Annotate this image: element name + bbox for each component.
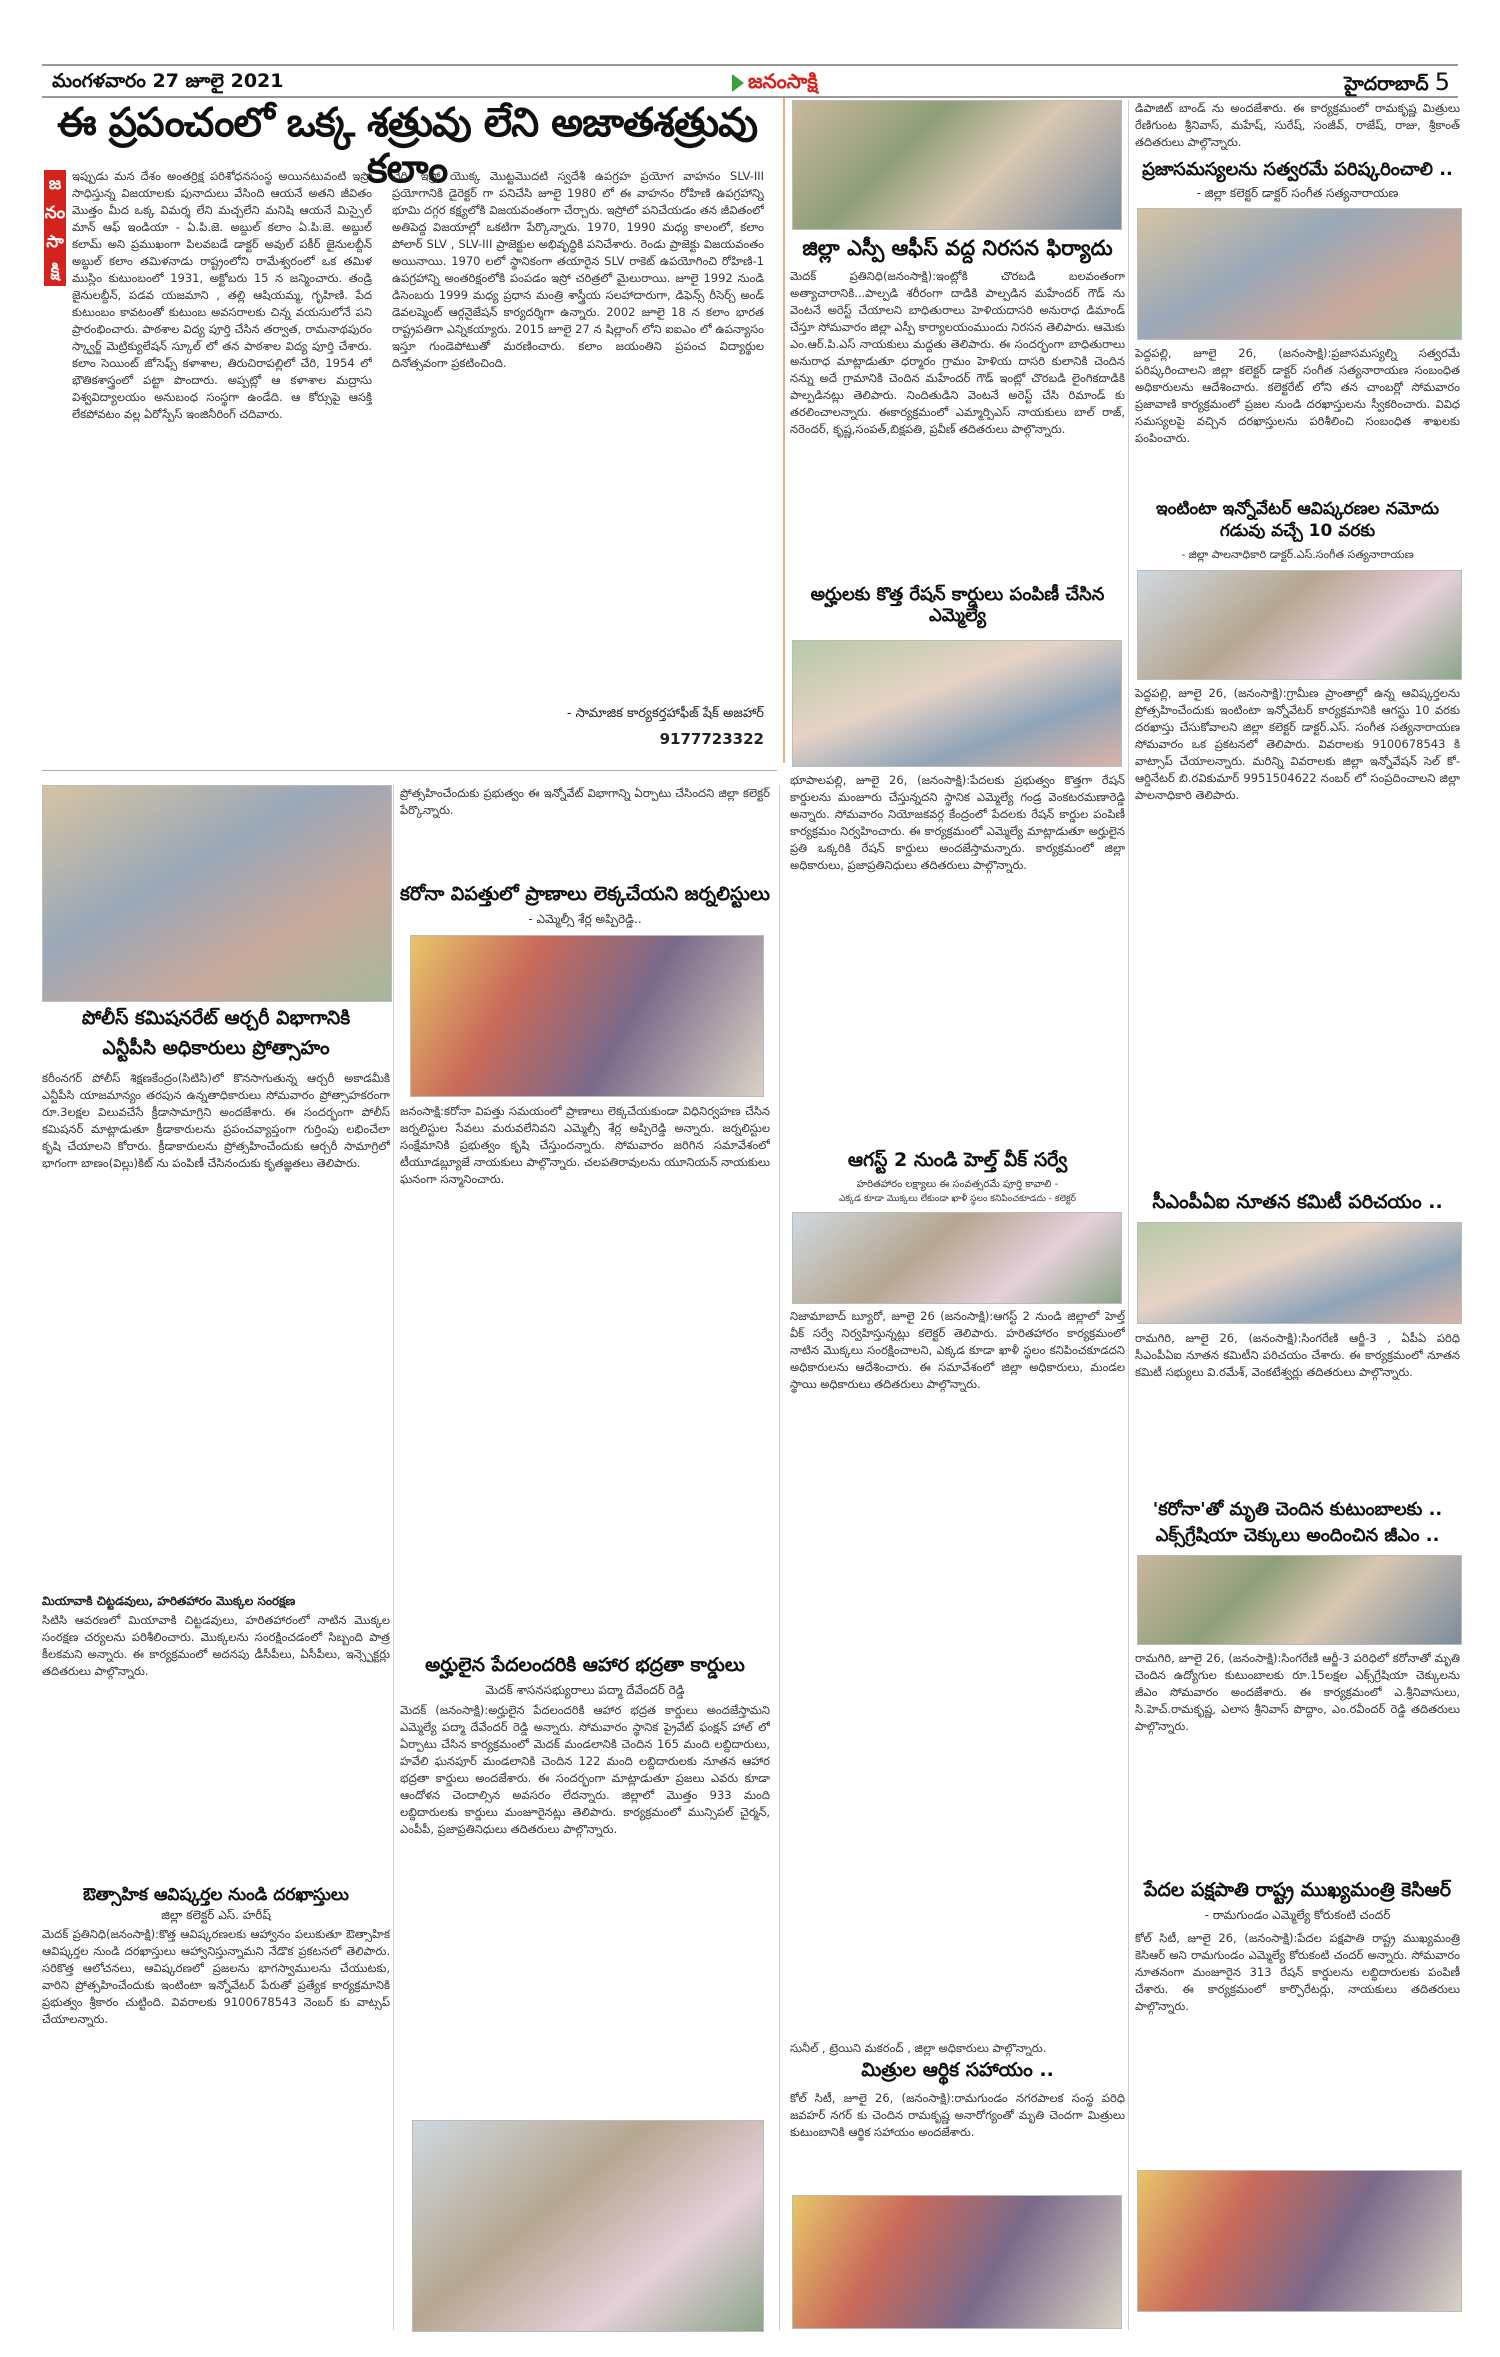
masthead xyxy=(42,64,1458,98)
innovators-medak-body: మెదక్ ప్రతినిధి(జనంసాక్షి):కొత్త ఆవిష్కరణలకు ఆహ్వానం పలుకుతూ ఔత్సాహిక ఆవిష్కర్తల నుండి దరఖాస్తులు ఆహ్వానిస్తున్నామని నేడొక ప్రకటనలో తెలిపారు. సరికొత్త ఆలోచనలు, ఆవిష్కరణలో ప్రజలను భాగస్వాములను చేయుటకు, వారిని ప్రోత్సహించేందుకు ఇంటింటా ఇన్నోవేటర్ పేరుతో ప్రత్యేక కార్యక్రమానికి ప్రభుత్వం శ్రీకారం చుట్టింది. వివరాలకు 9100678543 నెంబర్ కు వాట్సప్ చేయాలన్నారు. xyxy=(42,1927,390,2026)
column-divider xyxy=(783,98,785,763)
journalists-lead-in: ప్రోత్సహించేందుకు ప్రభుత్వం ఈ ఇన్నోవేట్ విభాగాన్ని ఏర్పాటు చేసిందని జిల్లా కలెక్టర్ పేర్కొన్నారు. xyxy=(400,786,770,817)
innovator-photo xyxy=(1137,570,1462,680)
public-issues-body: పెద్దపల్లి, జూలై 26, (జనంసాక్షి):ప్రజాసమస్యల్ని సత్వరమే పరిష్కరించాలని జిల్లా కలెక్టర్ డాక్టర్ సంగీత సత్యనారాయణ సంబంధిత అధికారులను ఆదేశించారు. కలెక్టరేట్ లోని తన చాంబర్లో సోమవారం ప్రజావాణి కార్యక్రమంలో ప్రజల నుండి దరఖాస్తులను స్వీకరించారు. వివిధ సమస్యలపై వచ్చిన దరఖాస్తులను పరిశీలించి సంబంధిత శాఖలకు పంపించారు. xyxy=(1135,346,1460,445)
food-security-headline: అర్హులైన పేదలందరికి ఆహార భద్రతా కార్డులు xyxy=(425,1654,745,1676)
journalists-byline: - ఎమ్మెల్సీ శేర్ల అప్పిరెడ్డి.. xyxy=(528,912,642,926)
journalists-photo xyxy=(410,935,764,1097)
lead-article-phone: 9177723322 xyxy=(659,730,764,748)
health-week-body: నిజామాబాద్ బ్యూరో, జూలై 26 (జనంసాక్షి):ఆగస్ట్ 2 నుండి జిల్లాలో హెల్త్ వీక్ సర్వే నిర్వహిస్తున్నట్లు కలెక్టర్ తెలిపారు. హరితహారం కార్యక్రమంలో నాటిన మొక్కలు సంరక్షించాలని, ఎక్కడ కూడా ఖాళీ స్థలం కనిపించకూడదని అధికారులను ఆదేశించారు. ఈ సమావేశంలో జిల్లా అధికారులు, మండల స్థాయి అధికారులు తదితరులు పాల్గొన్నారు. xyxy=(790,1309,1125,1391)
archery-photo xyxy=(42,785,392,1002)
friends-help-photo xyxy=(792,2195,1122,2329)
innovators-medak-byline: జిల్లా కలెక్టర్ ఎస్. హరీష్ xyxy=(161,1908,271,1922)
sp-office-headline: జిల్లా ఎస్పీ ఆఫీస్ వద్ద నిరసన ఫిర్యాదు xyxy=(802,236,1113,260)
health-meeting-photo xyxy=(792,1212,1122,1304)
public-issues-byline: - జిల్లా కలెక్టర్ డాక్టర్ సంగీత సత్యనారాయణ xyxy=(1196,186,1399,200)
lead-article-col2: చేరి, ఇస్రో యొక్క మొట్టమొదటి స్వదేశీ ఉపగ్రహ ప్రయోగ వాహనం SLV-III ప్రయోగానికి డైరెక్టర్ గా పనిచేసి జూలై 1980 లో ఈ వాహనం రోహిణి ఉపగ్రహాన్ని భూమి దగ్గర కక్ష్యలోకి విజయవంతంగా చేర్చారు. ఇస్రోలో పనిచేయడం తన జీవితంలో అతిపెద్ద విజయాల్లో ఒకటిగా పేర్కొన్నారు. 1970, 1990 మధ్య కాలంలో, కలాం పోలార్ SLV , SLV-III ప్రాజెక్టుల అభివృద్ధికి పనిచేశారు. రెండు ప్రాజెక్టు విజయవంతం అయినాయి. 1970 లలో స్థానికంగా తయారైన SLV రాకెట్ ఉపయోగించి రోహిణి-1 ఉపగ్రహాన్ని అంతరిక్షంలోకి పంపడం ఇస్రో చరిత్రలో మైలురాయి. జూలై 1992 నుండి డిసెంబరు 1999 మధ్య ప్రధాన మంత్రి శాస్త్రీయ సలహాదారుగా, డిఫెన్స్ రీసెర్చ్ అండ్ డెవలప్మెంట్ ఆర్గనైజేషన్ కార్యదర్శిగా ఉన్నారు. 2002 జూలై 18 న కలాం భారత రాష్ట్రపతిగా ఎన్నికయ్యారు. 2015 జూలై 27 న షిల్లాంగ్ లోని ఐఐఎం లో ఉపన్యాసం ఇస్తూ గుండెపోటుతో మరణించారు. కలాం జయంతిని ప్రపంచ విద్యార్థుల దినోత్సవంగా ప్రకటించింది. xyxy=(392,169,764,370)
section-divider xyxy=(42,770,777,771)
edition-city xyxy=(1344,68,1450,100)
health-week-subhead2: ఎక్కడ కూడా మొక్కలు లేకుండా ఖాళీ స్థలం కనిపించకూడదు - కలెక్టర్ xyxy=(838,1194,1076,1204)
ex-gratia-headline-2: ఎక్స్‌గ్రేషియా చెక్కులు అందించిన జీఎం .. xyxy=(1155,1525,1440,1546)
issue-date: మంగళవారం 27 జూలై 2021 xyxy=(52,70,284,92)
journalists-headline: కరోనా విపత్తులో ప్రాణాలు లెక్కచేయని జర్నలిస్టులు xyxy=(400,883,770,905)
right-top-lead-in: డిపాజిట్ బాండ్ ను అందజేశారు. ఈ కార్యక్రమంలో రామకృష్ణ మిత్రులు రేణిగుంట శ్రీనివాస్, మహేష్, సురేష్, సంజీవ్, రాజేష్, రాజు, శ్రీకాంత్ తదితరులు పాల్గొన్నారు. xyxy=(1135,101,1460,149)
innovators-medak-headline: ఔత్సాహిక ఆవిష్కర్తల నుండి దరఖాస్తులు xyxy=(83,1885,349,1905)
ration-cards-photo xyxy=(792,640,1122,767)
archery-subhead: మియావాకి చిట్టడవులు, హరితహారం మొక్కల సంరక్షణ xyxy=(42,1594,296,1608)
friends-help-headline: మిత్రుల ఆర్థిక సహాయం .. xyxy=(861,2059,1054,2081)
ration-cards-body: భూపాలపల్లి, జూలై 26, (జనంసాక్షి):పేదలకు ప్రభుత్వం కొత్తగా రేషన్ కార్డులను మంజూరు చేస్తున్నదని స్థానిక ఎమ్మెల్యే గండ్ర వెంకటరమణారెడ్డి అన్నారు. సోమవారం నియోజకవర్గ కేంద్రంలో పేదలకు రేషన్ కార్డుల పంపిణీ కార్యక్రమం నిర్వహించారు. ఈ కార్యక్రమంలో ఎమ్మెల్యే మాట్లాడుతూ అర్హులైన ప్రతి ఒక్కరికి రేషన్ కార్డులు అందజేస్తామన్నారు. కార్యక్రమంలో జిల్లా అధికారులు, ప్రజాప్రతినిధులు తదితరులు పాల్గొన్నారు. xyxy=(790,773,1125,872)
kcr-headline: పేదల పక్షపాతి రాష్ట్ర ముఖ్యమంత్రి కెసిఆర్ xyxy=(1144,1879,1451,1901)
cmpa-photo xyxy=(1137,1222,1462,1324)
city-name: హైదరాబాద్ xyxy=(1344,73,1429,95)
food-security-byline: మెదక్ శాసనసభ్యురాలు పద్మా దేవేందర్ రెడ్డి xyxy=(485,1683,685,1697)
innovator-headline-2: గడువు వచ్చే 10 వరకు xyxy=(1219,521,1376,541)
lead-article-col1: ఇప్పుడు మన దేశం అంతర్రిక్ష పరిశోధనసంస్థ అయినటువంటి ఇస్రో సాధిస్తున్న విజయాలకు పునాదులు వేసింది ఆయనే అతని జీవితం మొత్తం మీద ఒక్క విమర్శ లేని మచ్చలేని మనిషి ఆయనే మిస్సైల్ మాన్ ఆఫ్ ఇండియా - ఏ.పి.జె. అబ్దుల్ కలాం ఏ.పి.జె. అబ్దుల్ కలామ్ అని ప్రముఖంగా పిలవబడే డాక్టర్ అవుల్ పకీర్ జైనులబ్దీన్ అబ్దుల్ కలాం తమిళనాడు రాష్ట్రంలోని రామేశ్వరంలో ఒక తమిళ ముస్లిం కుటుంబంలో 1931, అక్టోబరు 15 న జన్మించారు. తండ్రి జైనులబ్దీన్, పడవ యజమాని , తల్లి ఆషియమ్మ, గృహిణి. పేద కుటుంబం కావటంతో కుటుంబ అవసరాలకు చిన్న వయసులోనే పని ప్రారంభించారు. పాఠశాల విద్య పూర్తి చేసిన తర్వాత, రామనాథపురం స్క్వార్జ్ మెట్రిక్యులేషన్ స్కూల్ లో తన పాఠశాల విద్య పూర్తి చేశారు. కలాం సెయింట్ జోసెఫ్స్ కళాశాల, తిరుచిరాపల్లిలో చేరి, 1954 లో భౌతికశాస్త్రంలో పట్టా పొందారు. అప్పట్లో ఆ కళాశాల మద్రాసు విశ్వవిద్యాలయం అనుబంధ సంస్థగా ఉండేది. ఆ కోర్సుపై ఆసక్తి లేకపోవటం వల్ల ఏరోస్పేస్ ఇంజినీరింగ్ చదివారు. xyxy=(72,169,372,421)
food-security-photo xyxy=(412,2120,764,2332)
ex-gratia-photo xyxy=(1137,1555,1462,1645)
cmpa-body: రామగిరి, జూలై 26, (జనంసాక్షి):సింగరేణి ఆర్జీ-3 , ఏపీఏ పరిధి సీఎంపీఏఐ నూతన కమిటీని పరిచయం చేశారు. ఈ కార్యక్రమంలో నూతన కమిటీ సభ్యులు వి.రమేశ్, వెంకటేశ్వర్లు తదితరులు పాల్గొన్నారు. xyxy=(1135,1331,1460,1379)
archery-body: కరీంనగర్ పోలీస్ శిక్షణకేంద్రం(సిటిసి)లో కొనసాగుతున్న ఆర్చరీ అకాడమీకి ఎన్టీపీసి యాజమాన్యం తరపున ఉన్నతాధికారులు సోమవారం ప్రోత్సాహకరంగా రూ.3లక్షల విలువచేసే క్రీడాసామాగ్రిని అందజేశారు. ఈ సందర్భంగా పోలీస్ కమిషనర్ మాట్లాడుతూ క్రీడాకారులను ప్రపంచవ్యాప్తంగా గుర్తింపు లభించేలా కృషి చేయాలని కోరారు. క్రీడాకారులను ప్రోత్సహించేందుకు ఆర్చరీ సామాగ్రిలో భాగంగా బాణం(విల్లు)కిట్ ను పంపిణీ చేసినందుకు కృతజ్ఞతలు తెలిపారు. xyxy=(42,1071,390,1170)
health-week-closing: సునీల్ , ట్రెయిని మకరంద్ , జిల్లా అధికారులు పాల్గొన్నారు. xyxy=(790,2041,1047,2055)
innovator-headline-1: ఇంటింటా ఇన్నోవేటర్ ఆవిష్కరణల నమోదు xyxy=(1156,499,1439,519)
innovator-body: పెద్దపల్లి, జూలై 26, (జనంసాక్షి):గ్రామీణ ప్రాంతాల్లో ఉన్న ఆవిష్కర్తలను ప్రోత్సహించేందుకు ఇంటింటా ఇన్నోవేటర్ కార్యక్రమానికి ఆగస్టు 10 వరకు దరఖాస్తు చేసుకోవాలని జిల్లా కలెక్టర్ డాక్టర్.ఎస్. సంగీత సత్యనారాయణ సోమవారం ఒక ప్రకటనలో తెలిపారు. వివరాలకు 9100678543 కి వాట్సాప్ చేయాలన్నారు. మరిన్ని వివరాలకు జిల్లా ఇన్నోవేషన్ సెల్ కో-ఆర్డినేటర్ బి.రవికుమార్ 9951504622 నంబర్ లో సంప్రదించాలని జిల్లా పాలనాధికారి తెలిపారు. xyxy=(1135,686,1460,802)
archery-body2: సిటిసి ఆవరణలో మియావాకి చిట్టడవులు, హరితహారంలో నాటిన మొక్కల సంరక్షణ చర్యలను పరిశీలించారు. మొక్కలను సంరక్షించడంలో సిబ్బంది పాత్ర కీలకమని అన్నారు. ఈ కార్యక్రమంలో అదనపు డీసీపీలు, ఏసీపీలు, ఇన్స్పెక్టర్లు తదితరులు పాల్గొన్నారు. xyxy=(42,1613,390,1678)
collector-meeting-photo xyxy=(1137,208,1462,340)
ration-cards-headline: అర్హులకు కొత్త రేషన్ కార్డులు పంపిణీ చేసిన ఎమ్మెల్యే xyxy=(810,584,1105,626)
journalists-body: జనంసాక్షి:కరోనా విపత్తు సమయంలో ప్రాణాలు లెక్కచేయకుండా విధినిర్వహణ చేసిన జర్నలిస్టుల సేవలు మరువలేనివని ఎమ్మెల్సీ శేర్ల అప్పిరెడ్డి అన్నారు. జర్నలిస్టుల సంక్షేమానికి ప్రభుత్వం కృషి చేస్తుందన్నారు. సోమవారం జరిగిన సమావేశంలో టీయూడబ్ల్యూజే నాయకులు పాల్గొన్నారు. చలపతిరావులను యూనియన్ నాయకులు ఘనంగా సన్మానించారు. xyxy=(400,1104,770,1186)
logo-leaf-icon xyxy=(732,74,744,92)
food-security-body: మెదక్ (జనంసాక్షి):అర్హులైన పేదలందరికి ఆహార భద్రత కార్డులు అందజేస్తామని ఎమ్మెల్యే పద్మా దేవేందర్ రెడ్డి అన్నారు. సోమవారం స్థానిక ప్రైవేట్ ఫంక్షన్ హాల్ లో ఏర్పాటు చేసిన కార్యక్రమంలో మెదక్ మండలానికి చెందిన 165 మంది లబ్దిదారులు, హవేలి ఘనపూర్ మండలానికి చెందిన 122 మంది లబ్దిదారులకు నూతన ఆహార భద్రతా కార్డులు అందజేశారు. ఈ సందర్భంగా మాట్లాడుతూ ప్రజలు ఎవరు కూడా ఆందోళన చెందాల్సిన అవసరం లేదన్నారు. జిల్లాలో మొత్తం 933 మంది లబ్దిదారులకు కార్డులు మంజూరైనట్లు తెలిపారు. కార్యక్రమంలో మున్సిపల్ చైర్మన్, ఎంపీపీ, ప్రజాప్రతినిధులు తదితరులు పాల్గొన్నారు. xyxy=(400,1703,770,1836)
kcr-body: కోల్ సిటీ, జూలై 26, (జనంసాక్షి):పేదల పక్షపాతి రాష్ట్ర ముఖ్యమంత్రి కెసిఆర్ అని రామగుండం ఎమ్మెల్యే కోరుకంటి చందర్ అన్నారు. సోమవారం నూతనంగా మంజూరైన 313 రేషన్ కార్డులను లబ్ధిదారులకు పంపిణీ చేశారు. ఈ కార్యక్రమంలో కార్పొరేటర్లు, నాయకులు తదితరులు పాల్గొన్నారు. xyxy=(1135,1931,1460,2013)
sp-office-body: మెదక్ ప్రతినిధి(జనంసాక్షి):ఇంట్లోకి చొరబడి బలవంతంగా అత్యాచారానికి...పాల్పడి శరీరంగా దాడికి పాల్పడిన మహేందర్ గౌడ్ ను వెంటనే అరెస్ట్ చేయాలని బాధితురాలు హెళియదాసరి అనురాధ డిమాండ్ చేస్తూ సోమవారం జిల్లా ఎస్పీ కార్యాలయంముందు నిరసన తెలిపారు. ఆమెకు ఎం.ఆర్.పి.ఎస్ నాయకులు మద్దతు తెలిపారు. ఈ సందర్భంగా బాధితురాలు అనురాధ మాట్లాడుతూ ధర్మారం గ్రామం హెళియ దాసరి కులానికి చెందిన నన్ను అదే గ్రామానికి చెందిన మహేందర్ గౌడ్ ఇంట్లో చొరబడి లైంగికదాడికి పాల్పడినట్లు తెలిపారు. నిందితుడిని వెంటనే అరెస్ట్ చేసి రిమాండ్ కు తరలించాలన్నారు. ఈకార్యక్రమంలో ఎమ్మార్పిఎస్ నాయకులు బాల్ రాజ్, నరెందర్, కృష్ణ,సంపత్,బిక్షపతి, ప్రవీణ్ తదితరులు పాల్గొన్నారు. xyxy=(790,269,1125,436)
cmpa-headline: సీఎంపీఏఐ నూతన కమిటీ పరిచయం .. xyxy=(1152,1191,1443,1213)
newspaper-logo xyxy=(732,69,818,98)
kcr-byline: - రామగుండం ఎమ్మెల్యే కోరుకంటి చందర్ xyxy=(1204,1908,1391,1922)
logo-text: జనంసాక్షి xyxy=(748,69,818,93)
page-number: 5 xyxy=(1434,68,1450,96)
health-week-headline: ఆగస్ట్ 2 నుండి హెల్త్ వీక్ సర్వే xyxy=(847,1149,1068,1171)
kcr-photo xyxy=(1137,2170,1462,2312)
archery-headline-2: ఎన్టీపీసి అధికారులు ప్రోత్సాహం xyxy=(102,1037,330,1059)
protest-photo xyxy=(792,100,1122,230)
innovator-byline: - జిల్లా పాలనాధికారి డాక్టర్.ఎస్.సంగీత సత్యనారాయణ xyxy=(1181,548,1414,561)
ex-gratia-body: రామగిరి, జూలై 26, (జనంసాక్షి):సింగరేణి ఆర్జీ-3 పరిధిలో కరోనాతో మృతి చెందిన ఉద్యోగుల కుటుంబాలకు రూ.15లక్షల ఎక్స్‌గ్రేషియా చెక్కులను జీఎం సోమవారం అందజేశారు. ఈ కార్యక్రమంలో ఎ.శ్రీనివాసులు, సి.హెచ్.రామకృష్ణ, ఎలాస శ్రీనివాస్ పొద్దాం, ఎం.రవీందర్ రెడ్డి తదితరులు పాల్గొన్నారు. xyxy=(1135,1651,1460,1733)
column-divider-mid xyxy=(779,785,780,2330)
public-issues-headline: ప్రజాసమస్యలను సత్వరమే పరిష్కరించాలి .. xyxy=(1142,159,1453,180)
friends-help-body: కోల్ సిటీ, జూలై 26, (జనంసాక్షి):రామగుండం నగరపాలక సంస్థ పరిధి జవహర్ నగర్ కు చెందిన రామకృష్ణ అనారోగ్యంతో మృతి చెందగా మిత్రులు కుటుంబానికి ఆర్థిక సహాయం అందజేశారు. xyxy=(790,2091,1125,2139)
lead-headline: ఈ ప్రపంచంలో ఒక్క శత్రువు లేని అజాతశత్రువు కలాం xyxy=(57,100,757,192)
archery-headline-1: పోలీస్ కమిషనరేట్ ఆర్చరీ విభాగానికి xyxy=(81,1007,351,1029)
section-badge: జ నం సా క్షి xyxy=(44,170,66,286)
lead-article-signature: - సామాజిక కార్యకర్తహాఫీజ్ షేక్ అజహార్ xyxy=(566,706,764,721)
ex-gratia-headline-1: 'కరోనా'తో మృతి చెందిన కుటుంబాలకు .. xyxy=(1152,1499,1443,1520)
column-divider-left xyxy=(393,785,394,2330)
column-divider-right xyxy=(1128,100,1129,2330)
health-week-subhead: హరితహారం లక్ష్యాలు ఈ సంవత్సరమే పూర్తి కావాలి - xyxy=(856,1179,1059,1190)
